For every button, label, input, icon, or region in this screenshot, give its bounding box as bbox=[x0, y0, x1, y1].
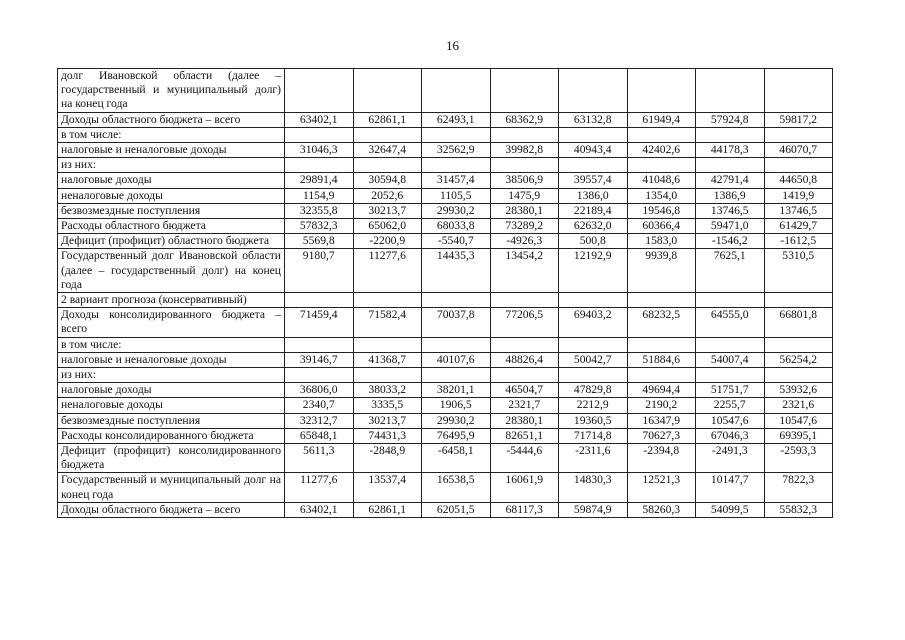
value-cell bbox=[285, 368, 354, 383]
value-cell: 30213,7 bbox=[353, 203, 422, 218]
value-cell: -2200,9 bbox=[353, 234, 422, 249]
value-cell bbox=[422, 293, 491, 308]
value-cell: -5540,7 bbox=[422, 234, 491, 249]
value-cell: 71582,4 bbox=[353, 308, 422, 337]
value-cell: 28380,1 bbox=[490, 203, 559, 218]
value-cell: 1906,5 bbox=[422, 398, 491, 413]
value-cell bbox=[696, 368, 765, 383]
value-cell: 62861,1 bbox=[353, 502, 422, 517]
value-cell bbox=[764, 293, 833, 308]
value-cell: 68362,9 bbox=[490, 112, 559, 127]
value-cell: 57924,8 bbox=[696, 112, 765, 127]
value-cell: 82651,1 bbox=[490, 428, 559, 443]
value-cell: 62632,0 bbox=[559, 219, 628, 234]
value-cell: 70627,3 bbox=[627, 428, 696, 443]
value-cell bbox=[764, 69, 833, 113]
value-cell: 28380,1 bbox=[490, 413, 559, 428]
value-cell: -2311,6 bbox=[559, 444, 628, 473]
value-cell: 2321,6 bbox=[764, 398, 833, 413]
value-cell: 2052,6 bbox=[353, 188, 422, 203]
value-cell: 30213,7 bbox=[353, 413, 422, 428]
value-cell: -4926,3 bbox=[490, 234, 559, 249]
value-cell: 40107,6 bbox=[422, 352, 491, 367]
value-cell: 7625,1 bbox=[696, 249, 765, 293]
value-cell: 62051,5 bbox=[422, 502, 491, 517]
value-cell bbox=[559, 368, 628, 383]
value-cell: 39557,4 bbox=[559, 173, 628, 188]
value-cell: 61949,4 bbox=[627, 112, 696, 127]
value-cell: -2848,9 bbox=[353, 444, 422, 473]
value-cell bbox=[353, 158, 422, 173]
value-cell bbox=[490, 293, 559, 308]
value-cell: 41368,7 bbox=[353, 352, 422, 367]
value-cell bbox=[559, 127, 628, 142]
value-cell bbox=[285, 293, 354, 308]
value-cell bbox=[764, 337, 833, 352]
value-cell: -1546,2 bbox=[696, 234, 765, 249]
value-cell bbox=[627, 69, 696, 113]
value-cell bbox=[764, 368, 833, 383]
value-cell: 68117,3 bbox=[490, 502, 559, 517]
value-cell: -5444,6 bbox=[490, 444, 559, 473]
value-cell: 67046,3 bbox=[696, 428, 765, 443]
value-cell: 19546,8 bbox=[627, 203, 696, 218]
value-cell bbox=[285, 69, 354, 113]
row-label: Дефицит (профицит) консолидированного бюджета bbox=[58, 444, 285, 473]
value-cell: -1612,5 bbox=[764, 234, 833, 249]
value-cell bbox=[627, 127, 696, 142]
value-cell: 7822,3 bbox=[764, 473, 833, 502]
page-number: 16 bbox=[446, 38, 459, 53]
value-cell bbox=[422, 368, 491, 383]
row-label: безвозмездные поступления bbox=[58, 413, 285, 428]
table-row bbox=[58, 428, 833, 443]
budget-forecast-table bbox=[57, 68, 833, 518]
value-cell: 39982,8 bbox=[490, 143, 559, 158]
value-cell: 29891,4 bbox=[285, 173, 354, 188]
value-cell: 44178,3 bbox=[696, 143, 765, 158]
row-label: налоговые и неналоговые доходы bbox=[58, 352, 285, 367]
value-cell bbox=[422, 337, 491, 352]
value-cell: 10147,7 bbox=[696, 473, 765, 502]
table-row bbox=[58, 188, 833, 203]
value-cell: 11277,6 bbox=[285, 473, 354, 502]
value-cell: 70037,8 bbox=[422, 308, 491, 337]
table-row bbox=[58, 127, 833, 142]
value-cell bbox=[696, 158, 765, 173]
value-cell: 56254,2 bbox=[764, 352, 833, 367]
value-cell: 1475,9 bbox=[490, 188, 559, 203]
row-label: неналоговые доходы bbox=[58, 398, 285, 413]
row-label: Доходы консолидированного бюджета – всего bbox=[58, 308, 285, 337]
value-cell: 73289,2 bbox=[490, 219, 559, 234]
row-label: Доходы областного бюджета – всего bbox=[58, 502, 285, 517]
value-cell bbox=[559, 337, 628, 352]
value-cell bbox=[627, 337, 696, 352]
value-cell: 46504,7 bbox=[490, 383, 559, 398]
value-cell: 39146,7 bbox=[285, 352, 354, 367]
value-cell bbox=[627, 158, 696, 173]
value-cell bbox=[490, 337, 559, 352]
value-cell: 71459,4 bbox=[285, 308, 354, 337]
value-cell bbox=[627, 293, 696, 308]
row-label: из них: bbox=[58, 368, 285, 383]
table-row bbox=[58, 69, 833, 113]
value-cell: 69395,1 bbox=[764, 428, 833, 443]
value-cell: 57832,3 bbox=[285, 219, 354, 234]
value-cell: 54007,4 bbox=[696, 352, 765, 367]
value-cell: 51751,7 bbox=[696, 383, 765, 398]
value-cell: 59471,0 bbox=[696, 219, 765, 234]
value-cell: 68033,8 bbox=[422, 219, 491, 234]
value-cell bbox=[422, 158, 491, 173]
value-cell: 32355,8 bbox=[285, 203, 354, 218]
value-cell: 32647,4 bbox=[353, 143, 422, 158]
row-label: неналоговые доходы bbox=[58, 188, 285, 203]
value-cell: 48826,4 bbox=[490, 352, 559, 367]
value-cell: 47829,8 bbox=[559, 383, 628, 398]
value-cell: 38201,1 bbox=[422, 383, 491, 398]
value-cell: 12192,9 bbox=[559, 249, 628, 293]
value-cell bbox=[353, 69, 422, 113]
value-cell: 13454,2 bbox=[490, 249, 559, 293]
value-cell bbox=[559, 293, 628, 308]
table-row bbox=[58, 293, 833, 308]
row-label: долг Ивановской области (далее – государственный и муниципальный долг) на конец года bbox=[58, 69, 285, 113]
value-cell bbox=[353, 337, 422, 352]
table-row bbox=[58, 173, 833, 188]
row-label: налоговые доходы bbox=[58, 173, 285, 188]
table-row bbox=[58, 413, 833, 428]
value-cell bbox=[422, 69, 491, 113]
value-cell: 54099,5 bbox=[696, 502, 765, 517]
value-cell bbox=[764, 158, 833, 173]
value-cell: -2593,3 bbox=[764, 444, 833, 473]
row-label: налоговые и неналоговые доходы bbox=[58, 143, 285, 158]
row-label: в том числе: bbox=[58, 337, 285, 352]
value-cell: 32562,9 bbox=[422, 143, 491, 158]
value-cell: 41048,6 bbox=[627, 173, 696, 188]
value-cell: 14435,3 bbox=[422, 249, 491, 293]
value-cell: 5611,3 bbox=[285, 444, 354, 473]
value-cell: 3335,5 bbox=[353, 398, 422, 413]
value-cell: 64555,0 bbox=[696, 308, 765, 337]
value-cell: 62493,1 bbox=[422, 112, 491, 127]
row-label: налоговые доходы bbox=[58, 383, 285, 398]
value-cell: 16538,5 bbox=[422, 473, 491, 502]
value-cell: 1154,9 bbox=[285, 188, 354, 203]
table-row bbox=[58, 383, 833, 398]
value-cell: 71714,8 bbox=[559, 428, 628, 443]
value-cell: 13746,5 bbox=[764, 203, 833, 218]
value-cell bbox=[696, 69, 765, 113]
value-cell: 1583,0 bbox=[627, 234, 696, 249]
value-cell: 40943,4 bbox=[559, 143, 628, 158]
row-label: Доходы областного бюджета – всего bbox=[58, 112, 285, 127]
value-cell: 31046,3 bbox=[285, 143, 354, 158]
value-cell: 31457,4 bbox=[422, 173, 491, 188]
value-cell bbox=[353, 127, 422, 142]
value-cell: 62861,1 bbox=[353, 112, 422, 127]
value-cell: -6458,1 bbox=[422, 444, 491, 473]
value-cell bbox=[490, 127, 559, 142]
value-cell: 10547,6 bbox=[696, 413, 765, 428]
value-cell: 63402,1 bbox=[285, 112, 354, 127]
value-cell: 5310,5 bbox=[764, 249, 833, 293]
row-label: Государственный долг Ивановской области (далее – государственный долг) на конец года bbox=[58, 249, 285, 293]
value-cell bbox=[285, 127, 354, 142]
row-label: Государственный и муниципальный долг на конец года bbox=[58, 473, 285, 502]
table-row bbox=[58, 143, 833, 158]
value-cell: 65848,1 bbox=[285, 428, 354, 443]
value-cell: 12521,3 bbox=[627, 473, 696, 502]
value-cell: 42402,6 bbox=[627, 143, 696, 158]
row-label: Расходы консолидированного бюджета bbox=[58, 428, 285, 443]
table-row bbox=[58, 158, 833, 173]
table-row bbox=[58, 502, 833, 517]
value-cell: 50042,7 bbox=[559, 352, 628, 367]
value-cell: -2394,8 bbox=[627, 444, 696, 473]
value-cell: 59817,2 bbox=[764, 112, 833, 127]
value-cell: 32312,7 bbox=[285, 413, 354, 428]
table-row bbox=[58, 219, 833, 234]
value-cell bbox=[422, 127, 491, 142]
value-cell: 13746,5 bbox=[696, 203, 765, 218]
value-cell: 2255,7 bbox=[696, 398, 765, 413]
value-cell bbox=[285, 337, 354, 352]
value-cell bbox=[490, 368, 559, 383]
value-cell bbox=[353, 293, 422, 308]
value-cell: 76495,9 bbox=[422, 428, 491, 443]
value-cell: 38506,9 bbox=[490, 173, 559, 188]
row-label: 2 вариант прогноза (консервативный) bbox=[58, 293, 285, 308]
value-cell: 60366,4 bbox=[627, 219, 696, 234]
row-label: Дефицит (профицит) областного бюджета bbox=[58, 234, 285, 249]
value-cell: 5569,8 bbox=[285, 234, 354, 249]
value-cell: 30594,8 bbox=[353, 173, 422, 188]
row-label: из них: bbox=[58, 158, 285, 173]
table-row bbox=[58, 308, 833, 337]
table-row bbox=[58, 249, 833, 293]
value-cell: -2491,3 bbox=[696, 444, 765, 473]
value-cell: 2321,7 bbox=[490, 398, 559, 413]
value-cell: 77206,5 bbox=[490, 308, 559, 337]
value-cell: 1354,0 bbox=[627, 188, 696, 203]
table-row bbox=[58, 234, 833, 249]
value-cell: 69403,2 bbox=[559, 308, 628, 337]
value-cell: 22189,4 bbox=[559, 203, 628, 218]
value-cell bbox=[559, 158, 628, 173]
table-row bbox=[58, 112, 833, 127]
table-row bbox=[58, 203, 833, 218]
value-cell: 2190,2 bbox=[627, 398, 696, 413]
value-cell bbox=[696, 337, 765, 352]
table-row bbox=[58, 368, 833, 383]
value-cell: 59874,9 bbox=[559, 502, 628, 517]
value-cell bbox=[353, 368, 422, 383]
value-cell: 46070,7 bbox=[764, 143, 833, 158]
value-cell: 1105,5 bbox=[422, 188, 491, 203]
table-body bbox=[58, 69, 833, 518]
value-cell: 10547,6 bbox=[764, 413, 833, 428]
value-cell: 16061,9 bbox=[490, 473, 559, 502]
value-cell: 9939,8 bbox=[627, 249, 696, 293]
row-label: Расходы областного бюджета bbox=[58, 219, 285, 234]
value-cell: 2212,9 bbox=[559, 398, 628, 413]
value-cell: 1419,9 bbox=[764, 188, 833, 203]
value-cell bbox=[627, 368, 696, 383]
value-cell: 29930,2 bbox=[422, 203, 491, 218]
value-cell: 58260,3 bbox=[627, 502, 696, 517]
table-row bbox=[58, 473, 833, 502]
value-cell: 74431,3 bbox=[353, 428, 422, 443]
value-cell: 38033,2 bbox=[353, 383, 422, 398]
value-cell: 61429,7 bbox=[764, 219, 833, 234]
value-cell: 16347,9 bbox=[627, 413, 696, 428]
value-cell: 9180,7 bbox=[285, 249, 354, 293]
value-cell bbox=[696, 293, 765, 308]
value-cell: 55832,3 bbox=[764, 502, 833, 517]
value-cell: 14830,3 bbox=[559, 473, 628, 502]
value-cell: 51884,6 bbox=[627, 352, 696, 367]
value-cell: 42791,4 bbox=[696, 173, 765, 188]
value-cell: 63132,8 bbox=[559, 112, 628, 127]
value-cell bbox=[285, 158, 354, 173]
value-cell: 49694,4 bbox=[627, 383, 696, 398]
value-cell: 13537,4 bbox=[353, 473, 422, 502]
value-cell: 44650,8 bbox=[764, 173, 833, 188]
value-cell bbox=[490, 158, 559, 173]
value-cell bbox=[559, 69, 628, 113]
row-label: в том числе: bbox=[58, 127, 285, 142]
value-cell: 36806,0 bbox=[285, 383, 354, 398]
table-row bbox=[58, 444, 833, 473]
table-row bbox=[58, 398, 833, 413]
value-cell: 65062,0 bbox=[353, 219, 422, 234]
value-cell: 1386,9 bbox=[696, 188, 765, 203]
value-cell: 66801,8 bbox=[764, 308, 833, 337]
value-cell bbox=[696, 127, 765, 142]
value-cell bbox=[764, 127, 833, 142]
value-cell bbox=[490, 69, 559, 113]
table-row bbox=[58, 337, 833, 352]
row-label: безвозмездные поступления bbox=[58, 203, 285, 218]
value-cell: 500,8 bbox=[559, 234, 628, 249]
value-cell: 19360,5 bbox=[559, 413, 628, 428]
value-cell: 53932,6 bbox=[764, 383, 833, 398]
value-cell: 2340,7 bbox=[285, 398, 354, 413]
value-cell: 11277,6 bbox=[353, 249, 422, 293]
value-cell: 63402,1 bbox=[285, 502, 354, 517]
value-cell: 29930,2 bbox=[422, 413, 491, 428]
table-row bbox=[58, 352, 833, 367]
value-cell: 1386,0 bbox=[559, 188, 628, 203]
value-cell: 68232,5 bbox=[627, 308, 696, 337]
